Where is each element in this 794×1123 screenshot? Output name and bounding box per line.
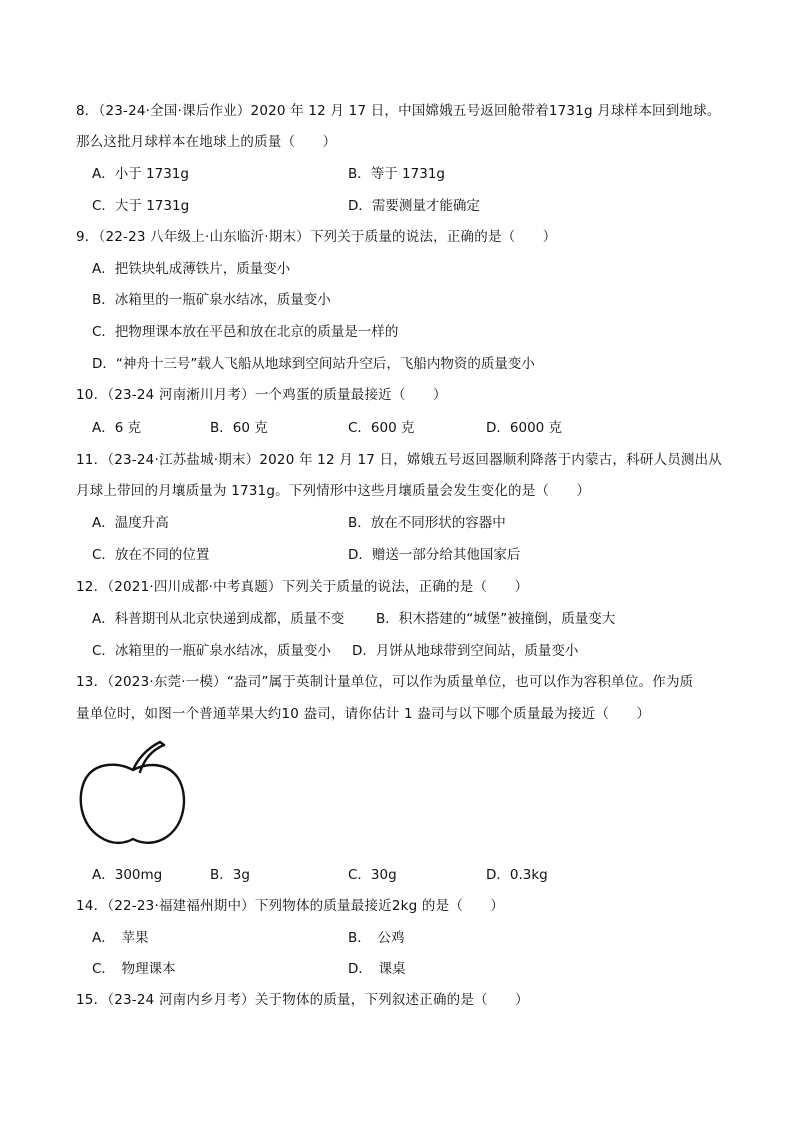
- q10-option-d: D．6000 克: [486, 420, 563, 436]
- q8-option-c: C．大于 1731g: [92, 198, 190, 214]
- apple-icon: [78, 736, 188, 848]
- q11-option-c: C．放在不同的位置: [92, 547, 210, 563]
- q12-option-d: D．月饼从地球带到空间站，质量变小: [352, 643, 579, 659]
- q13-stem-line2: 量单位时，如图一个普通苹果大约10 盎司，请你估计 1 盎司与以下哪个质量最为接近（ ）: [76, 706, 651, 722]
- q14-stem: 14．（22-23·福建福州期中）下列物体的质量最接近2kg 的是（ ）: [76, 898, 505, 914]
- q11-option-a: A．温度升高: [92, 515, 169, 531]
- q12-option-b: B．积木搭建的“城堡”被撞倒，质量变大: [376, 611, 616, 627]
- q13-option-c: C．30g: [348, 867, 397, 883]
- q9-stem: 9．（22-23 八年级上·山东临沂·期末）下列关于质量的说法，正确的是（ ）: [76, 229, 557, 245]
- q14-option-b: B． 公鸡: [348, 930, 405, 946]
- q9-option-b: B．冰箱里的一瓶矿泉水结冰，质量变小: [92, 292, 331, 308]
- q8-stem-line2: 那么这批月球样本在地球上的质量（ ）: [76, 134, 337, 150]
- q10-option-a: A．6 克: [92, 420, 142, 436]
- q9-option-c: C．把物理课本放在平邑和放在北京的质量是一样的: [92, 324, 399, 340]
- q14-option-c: C． 物理课本: [92, 961, 176, 977]
- q11-option-b: B．放在不同形状的容器中: [348, 515, 506, 531]
- q14-option-d: D． 课桌: [348, 961, 406, 977]
- apple-body: [81, 765, 184, 843]
- q9-option-a: A．把铁块轧成薄铁片，质量变小: [92, 261, 291, 277]
- q15-stem: 15．（23-24 河南内乡月考）关于物体的质量，下列叙述正确的是（ ）: [76, 992, 529, 1008]
- q8-option-d: D．需要测量才能确定: [348, 198, 480, 214]
- apple-stem-tip: [160, 742, 164, 745]
- q9-option-d: D．“神舟十三号”载人飞船从地球到空间站升空后，飞船内物资的质量变小: [92, 356, 535, 372]
- q11-stem-line1: 11．（23-24·江苏盐城·期末）2020 年 12 月 17 日，嫦娥五号返回器顺利降落于内蒙古，科研人员测出从: [76, 452, 723, 468]
- q11-stem-line2: 月球上带回的月壤质量为 1731g。下列情形中这些月壤质量会发生变化的是（ ）: [76, 483, 591, 499]
- q10-option-c: C．600 克: [348, 420, 415, 436]
- q12-option-c: C．冰箱里的一瓶矿泉水结冰，质量变小: [92, 643, 331, 659]
- q8-stem-line1: 8．（23-24·全国·课后作业）2020 年 12 月 17 日，中国嫦娥五号返回舱带着1731g 月球样本回到地球。: [76, 103, 721, 119]
- q10-stem: 10．（23-24 河南淅川月考）一个鸡蛋的质量最接近（ ）: [76, 387, 447, 403]
- q11-option-d: D．赠送一部分给其他国家后: [348, 547, 521, 563]
- q13-option-d: D．0.3kg: [486, 867, 548, 883]
- q8-option-a: A．小于 1731g: [92, 166, 189, 182]
- q8-option-b: B．等于 1731g: [348, 166, 445, 182]
- apple-stem-right: [140, 745, 164, 772]
- q13-option-a: A．300mg: [92, 867, 163, 883]
- q10-option-b: B．60 克: [210, 420, 268, 436]
- q14-option-a: A． 苹果: [92, 930, 149, 946]
- q13-option-b: B．3g: [210, 867, 250, 883]
- q12-stem: 12．（2021·四川成都·中考真题）下列关于质量的说法，正确的是（ ）: [76, 579, 529, 595]
- q13-stem-line1: 13．（2023·东莞·一模）“盎司”属于英制计量单位，可以作为质量单位，也可以作为容积单位。作为质: [76, 674, 694, 690]
- q12-option-a: A．科普期刊从北京快递到成都，质量不变: [92, 611, 345, 627]
